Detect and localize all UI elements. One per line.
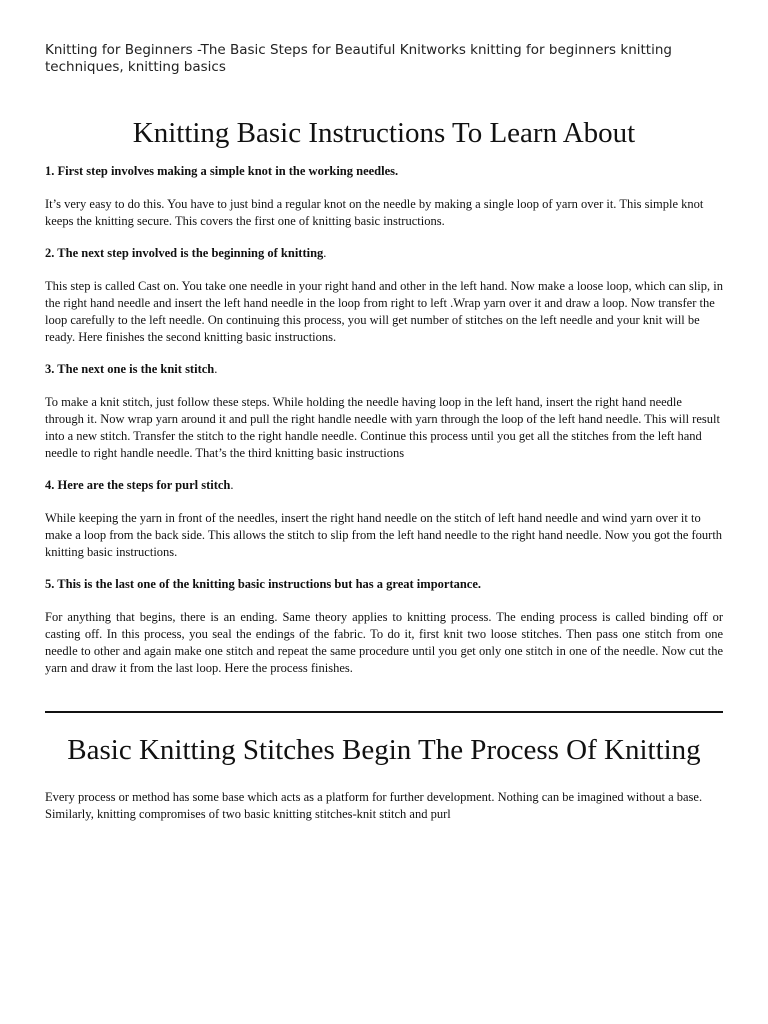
step-heading-5 [45,576,723,592]
step-body-2: This step is called Cast on. You take one needle in your right hand and other in the left hand. Now make a loose loop, which can slip, in the right hand needle and insert the left hand needle in the loop from right to left .Wrap yarn over it and draw a loop. Now transfer the loop carefully to the left needle. On continuing this process, you will get number of stitches on the left needle and your knit will be ready. Here finishes the second knitting basic instructions. [45,279,723,344]
step-heading-4 [45,477,723,493]
page-header-text: Knitting for Beginners -The Basic Steps for Beautiful Knitworks knitting for beginners knitting techniques, knitting basics [45,42,672,75]
step-heading-2 [45,245,723,261]
step-heading-4-trail: . [230,478,234,492]
step-heading-3-text: 3. The next one is the knit stitch [45,362,215,376]
step-body-4: While keeping the yarn in front of the needles, insert the right hand needle on the stitch of left hand needle and wind yarn over it to make a loop from the back side. This allows the stitch to slip from the left hand needle to the right hand needle. Now you got the fourth knitting basic instructions. [45,511,723,559]
step-heading-5-text: 5. This is the last one of the knitting basic instructions but has a great importance. [45,577,482,591]
step-heading-3-trail: . [214,362,218,376]
step-body-5: For anything that begins, there is an ending. Same theory applies to knitting process. The ending process is called binding off or casting off. In this process, you seal the endings of the fabric. To do it, first knit two loose stitches. Then pass one stitch from one needle to other and again make one stitch and repeat the same procedure until you get only one stitch in one of the needle. Now cut the yarn and draw it from the last loop. Here the process finishes. [45,610,723,675]
step-heading-1-text: 1. First step involves making a simple knot in the working needles. [45,164,399,178]
section-title: Knitting Basic Instructions To Learn About [132,117,636,149]
step-body-1: It’s very easy to do this. You have to just bind a regular knot on the needle by making a single loop of yarn over it. This simple knot keeps the knitting secure. This covers the first one of knitting basic instructions. [45,197,704,228]
step-heading-3 [45,361,723,377]
step-heading-2-text: 2. The next step involved is the beginning of knitting [45,246,324,260]
document-page [45,42,723,823]
step-heading-2-trail: . [323,246,327,260]
step-body-3: To make a knit stitch, just follow these steps. While holding the needle having loop in the left hand, insert the right hand needle through it. Now wrap yarn around it and pull the right handle needle with yarn through the loop of the left hand needle. This will result into a new stitch. Transfer the stitch to the right handle needle. Continue this process until you get all the stitches from the left hand needle to right handle needle. That’s the third knitting basic instructions [45,395,720,460]
step-heading-1 [45,163,723,179]
step-heading-4-text: 4. Here are the steps for purl stitch [45,478,231,492]
section-2-body: Every process or method has some base which acts as a platform for further development. Nothing can be imagined without a base. Similarly, knitting compromises of two basic knitting stitches-knit stitch and purl [45,790,703,821]
section-title-2: Basic Knitting Stitches Begin The Process Of Knitting [67,734,701,766]
section-divider [45,711,723,713]
